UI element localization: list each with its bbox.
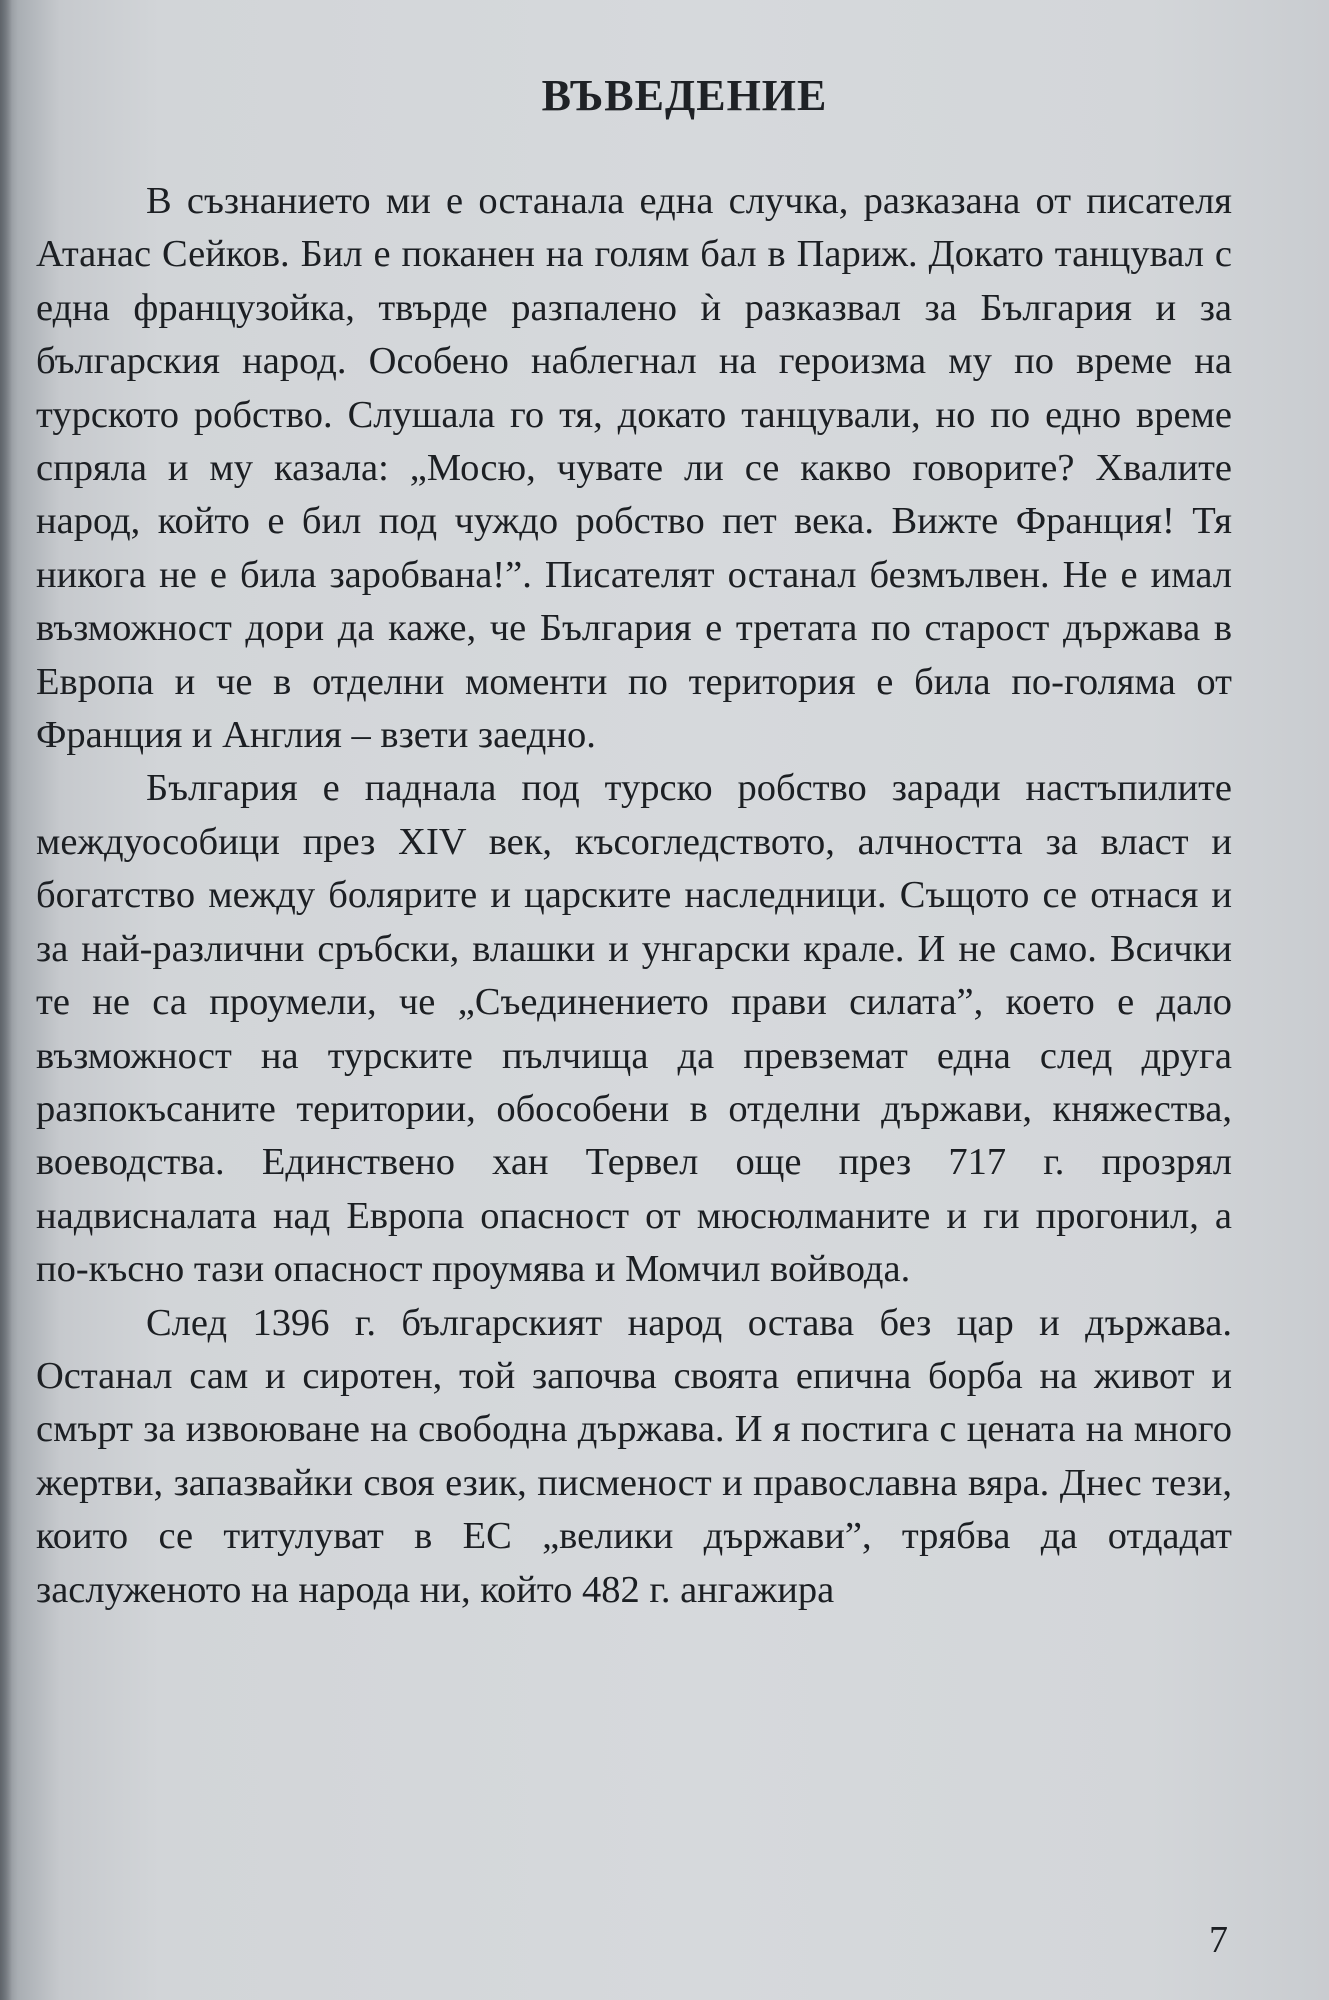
page-number: 7 xyxy=(1209,1919,1228,1961)
body-text xyxy=(36,175,1232,1617)
paragraph-2: България е паднала под турско робство заради настъпилите междуособици през XIV век, късогледството, алчността за власт и богатство между болярите и царските наследници. Същото се отнася и за най-различни сръбски, влашки и унгарски крале. И не само. Всички те не са проумели, че „Съединението прави силата”, което е дало възможност на турските пълчища да превземат една след друга разпокъсаните територии, обособени в отделни държави, княжества, воеводства. Единствено хан Тервел още през 717 г. прозрял надвисналата над Европа опасност от мюсюлманите и ги прогонил, а по-късно тази опасност проумява и Момчил войвода. xyxy=(36,767,1232,1291)
paragraph-1: В съзнанието ми е останала една случка, разказана от писателя Атанас Сейков. Бил е поканен на голям бал в Париж. Докато танцувал с една французойка, твърде разпалено ѝ разказвал за България и за българския народ. Особено наблегнал на героизма му по време на турското робство. Слушала го тя, докато танцували, но по едно време спряла и му казала: „Мосю, чувате ли се какво говорите? Хвалите народ, който е бил под чуждо робство пет века. Вижте Франция! Тя никога не е била заробвана!”. Писателят останал безмълвен. Не е имал възможност дори да каже, че България е третата по старост държава в Европа и че в отделни моменти по територия е била по-голяма от Франция и Англия – взети заедно. xyxy=(36,180,1232,757)
paragraph-3: След 1396 г. българският народ остава без цар и държава. Останал сам и сиротен, той започва своята епична борба на живот и смърт за извоюване на свободна държава. И я постига с цената на много жертви, запазвайки своя език, писменост и православна вяра. Днес тези, които се титулуват в ЕС „велики държави”, трябва да отдадат заслуженото на народа ни, който 482 г. ангажира xyxy=(36,1301,1232,1611)
chapter-title: ВЪВЕДЕНИЕ xyxy=(541,71,828,120)
